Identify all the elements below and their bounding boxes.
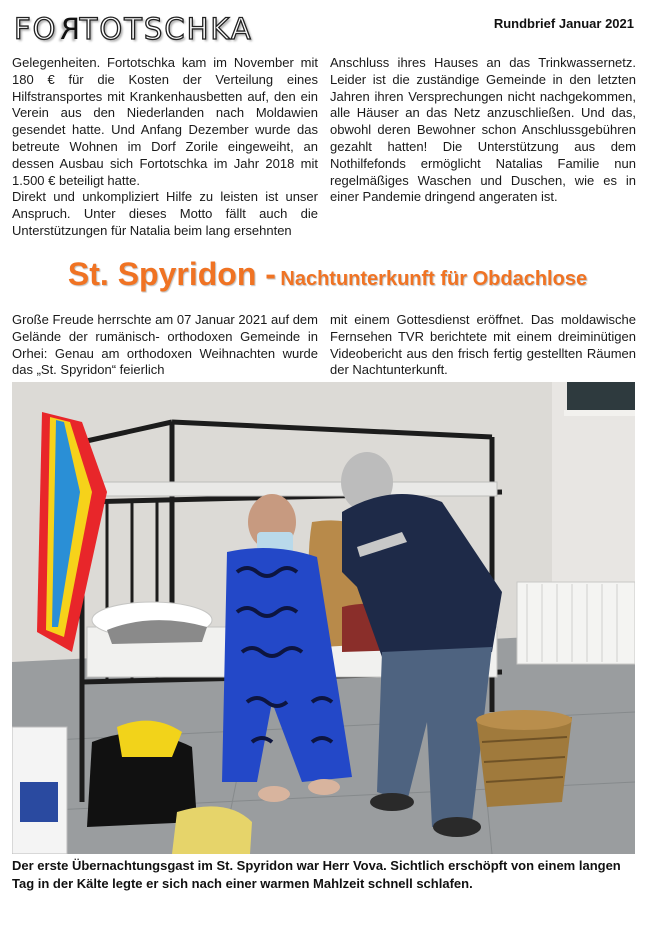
intro-column-left [12, 55, 318, 240]
article-paragraph-2: mit einem Gottesdienst eröffnet. Das moldawische Fernsehen TVR berichtete mit einem dreiminütigen Videobericht aus den frisch fertig gestellten Räumen der Nachtunterkunft. [330, 312, 636, 378]
headline-sub: Nachtunterkunft für Obdachlose [280, 268, 588, 290]
intro-paragraph-2: Direkt und unkompliziert Hilfe zu leisten ist unser Anspruch. Unter dieses Motto fällt auch die Unterstützungen für Natalia beim lang ersehnten [12, 189, 318, 238]
article-paragraph-1: Große Freude herrschte am 07 Januar 2021 auf dem Gelände der rumänisch- orthodoxen Gemeinde in Orhei: Genau am orthodoxen Weihnachten wurde das „St. Spyridon“ feierlich [12, 312, 318, 378]
radiator [517, 582, 635, 664]
article-column-left [12, 312, 318, 378]
shelter-photo-illustration [12, 382, 635, 854]
logo-suffix: TOTSCHKA [79, 12, 253, 46]
section-headline [0, 256, 655, 293]
wicker-basket [476, 710, 572, 807]
intro-paragraph-3: Anschluss ihres Hauses an das Trinkwassernetz. Leider ist die zuständige Gemeinde in den letzten Jahren ihren Versprechungen nicht nachgekommen, alle Häuser an das Netz anzuschließen. Und das, obwohl deren Bewohner schon Anschlussgebühren gezahlt hatten! Die Unterstützung aus dem Nothilfefonds ermöglicht Natalias Familie nun regelmäßiges Waschen und Duschen, wie es in einer Pandemie dringend angeraten ist. [330, 55, 636, 205]
headline-main: St. Spyridon - [67, 256, 276, 292]
logo-prefix: FO [14, 12, 58, 46]
article-column-right [330, 312, 636, 378]
shelter-photo [12, 382, 635, 854]
logo-mirrored-letter: R [57, 12, 80, 46]
fortotschka-logo [14, 12, 253, 46]
intro-column-right [330, 55, 636, 206]
photo-caption: Der erste Übernachtungsgast im St. Spyridon war Herr Vova. Sichtlich erschöpft von einem langen Tag in der Kälte legte er sich nach einer warmen Mahlzeit schnell schlafen. [12, 858, 621, 891]
intro-paragraph-1: Gelegenheiten. Fortotschka kam im November mit 180 € für die Kosten der Verteilung eines Hilfstransportes mit Krankenhausbetten auf, den ein Verein aus den Niederlanden nach Moldawien gesendet hatte. Und Anfang Dezember wurde das betreute Wohnen im Dorf Zorile eingeweiht, an dessen Ausbau sich Fortotschka im Jahr 2018 mit 1.500 € beteiligt hatte. [12, 55, 318, 188]
newsletter-issue: Rundbrief Januar 2021 [493, 16, 634, 31]
